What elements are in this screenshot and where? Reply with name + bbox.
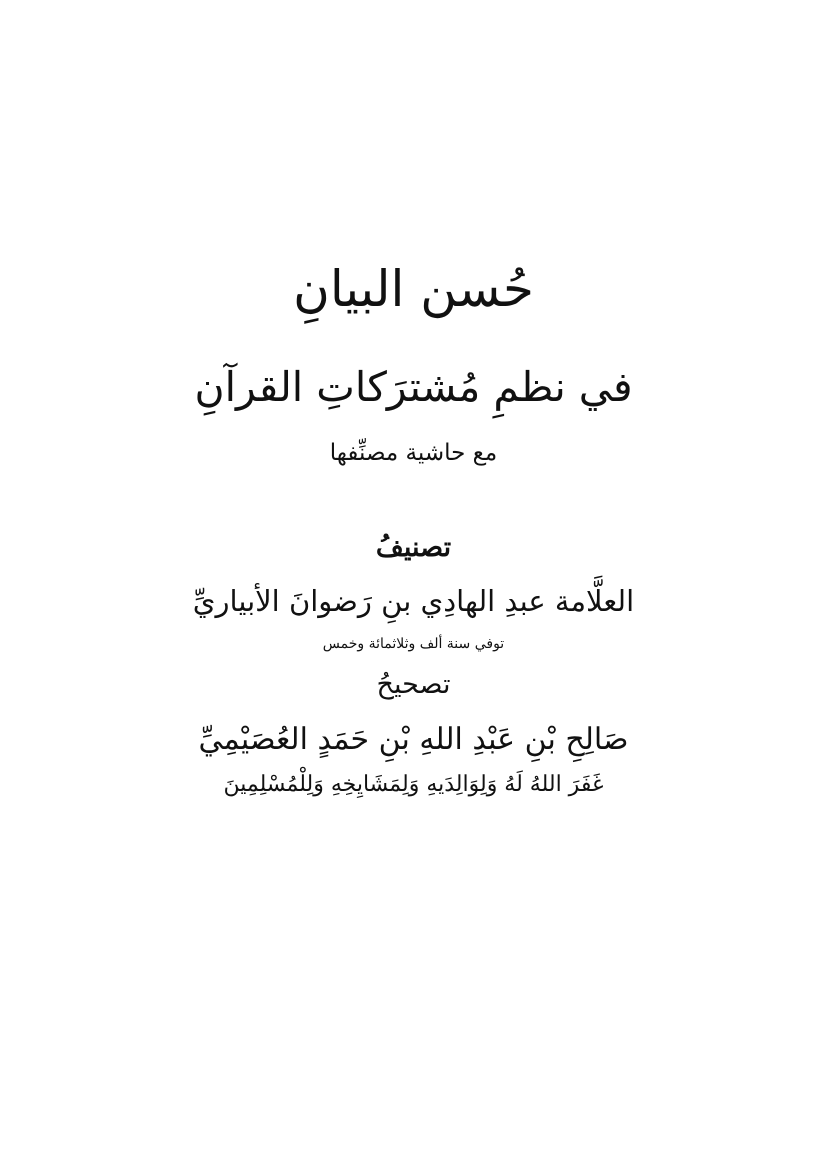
book-note: مع حاشية مصنِّفها: [329, 440, 498, 466]
book-title: حُسن البيانِ: [293, 260, 534, 318]
author-name: العلَّامة عبدِ الهادِي بنِ رَضوانَ الأبياريِّ: [192, 584, 635, 618]
author-death-note: توفي سنة ألف وثلاثمائة وخمس: [322, 636, 505, 652]
book-subtitle: في نظمِ مُشترَكاتِ القرآنِ: [194, 363, 633, 411]
editor-supplication: غَفَرَ اللهُ لَهُ وَلِوَالِدَيهِ وَلِمَشَايِخِهِ وَلِلْمُسْلِمِينَ: [223, 772, 604, 797]
editor-name: صَالِحِ بْنِ عَبْدِ اللهِ بْنِ حَمَدٍ العُصَيْمِيِّ: [198, 722, 629, 757]
editor-heading: تصحيحُ: [376, 669, 451, 700]
author-heading: تصنيفُ: [375, 532, 452, 563]
